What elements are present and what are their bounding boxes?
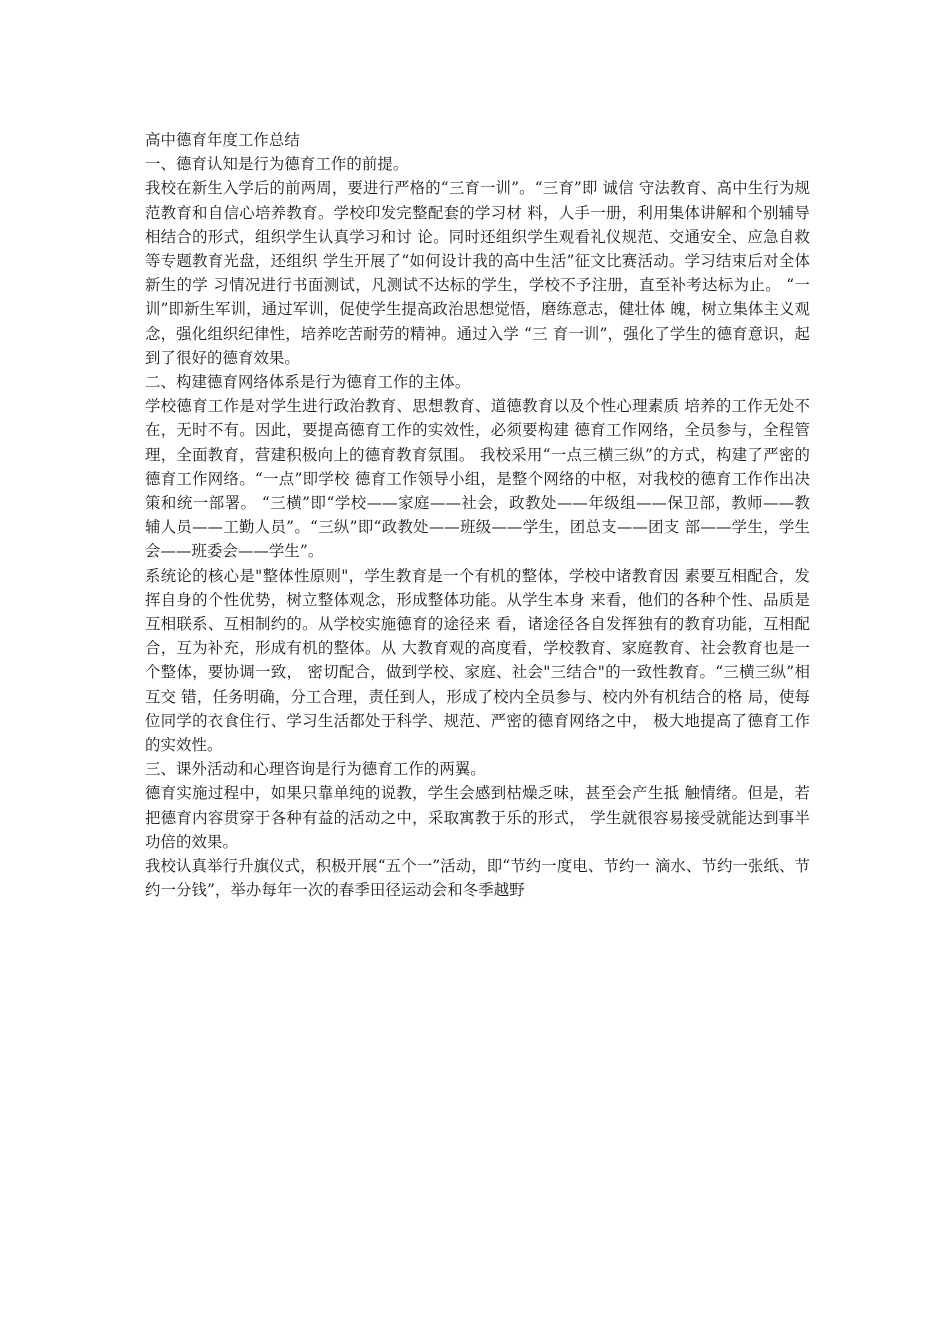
paragraph-1: 我校在新生入学后的前两周，要进行严格的“三育一训”。“三育”即 诚信 守法教育、高中生行为规范教育和自信心培养教育。学校印发完整配套的学习材 料，人手一册，利用集体讲解和个别辅导相结合的形式，组织学生认真学习和讨 论。同时还组织学生观看礼仪规范、交通安全、应急自救等专题教育光盘，还组织 学生开展了“如何设计我的高中生活”征文比赛活动。学习结束后对全体新生的学 习情况进行书面测试，凡测试不达标的学生，学校不予注册，直至补考达标为止。 “一训”即新生军训，通过军训，促使学生提高政治思想觉悟，磨练意志，健壮体 魄，树立集体主义观念，强化组织纪律性，培养吃苦耐劳的精神。通过入学 “三 育一训”，强化了学生的德育意识，起到了很好的德育效果。 <box>145 179 810 367</box>
paragraph-5: 我校认真举行升旗仪式，积极开展“五个一”活动，即“节约一度电、节约一 滴水、节约一张纸、节约一分钱”，举办每年一次的春季田径运动会和冬季越野 <box>145 857 810 900</box>
document-title: 高中德育年度工作总结 <box>145 131 300 149</box>
section-heading-2: 二、构建德育网络体系是行为德育工作的主体。 <box>145 373 471 392</box>
section-heading-1: 一、德育认知是行为德育工作的前提。 <box>145 155 409 174</box>
paragraph-3: 系统论的核心是"整体性原则"，学生教育是一个有机的整体，学校中诸教育因 素要互相配合，发挥自身的个性优势，树立整体观念，形成整体功能。从学生本身 来看，他们的各种个性、品质是互相联系、互相制约的。从学校实施德育的途径来 看，诸途径各自发挥独有的教育功能，互相配合，互为补充，形成有机的整体。从 大教育观的高度看，学校教育、家庭教育、社会教育也是一个整体，要协调一致， 密切配合，做到学校、家庭、社会"三结合"的一致性教育。“三横三纵”相互交 错，任务明确，分工合理，责任到人，形成了校内全员参与、校内外有机结合的格 局，使每位同学的衣食住行、学习生活都处于科学、规范、严密的德育网络之中， 极大地提高了德育工作的实效性。 <box>145 566 810 755</box>
section-heading-3: 三、课外活动和心理咨询是行为德育工作的两翼。 <box>145 760 486 779</box>
document-body <box>145 128 810 903</box>
paragraph-2: 学校德育工作是对学生进行政治教育、思想教育、道德教育以及个性心理素质 培养的工作无处不在，无时不有。因此，要提高德育工作的实效性，必须要构建 德育工作网络，全员参与，全程管理，全面教育，营建积极向上的德育教育氛围。 我校采用“一点三横三纵”的方式，构建了严密的德育工作网络。“一点”即学校 德育工作领导小组，是整个网络的中枢，对我校的德育工作作出决策和统一部署。 “三横”即“学校——家庭——社会，政教处——年级组——保卫部，教师——教 辅人员——工勤人员”。“三纵”即“政教处——班级——学生，团总支——团支 部——学生，学生会——班委会——学生”。 <box>145 397 810 561</box>
paragraph-4: 德育实施过程中，如果只靠单纯的说教，学生会感到枯燥乏味，甚至会产生抵 触情绪。但是，若把德育内容贯穿于各种有益的活动之中，采取寓教于乐的形式， 学生就很容易接受就能达到事半功倍的效果。 <box>145 784 810 851</box>
